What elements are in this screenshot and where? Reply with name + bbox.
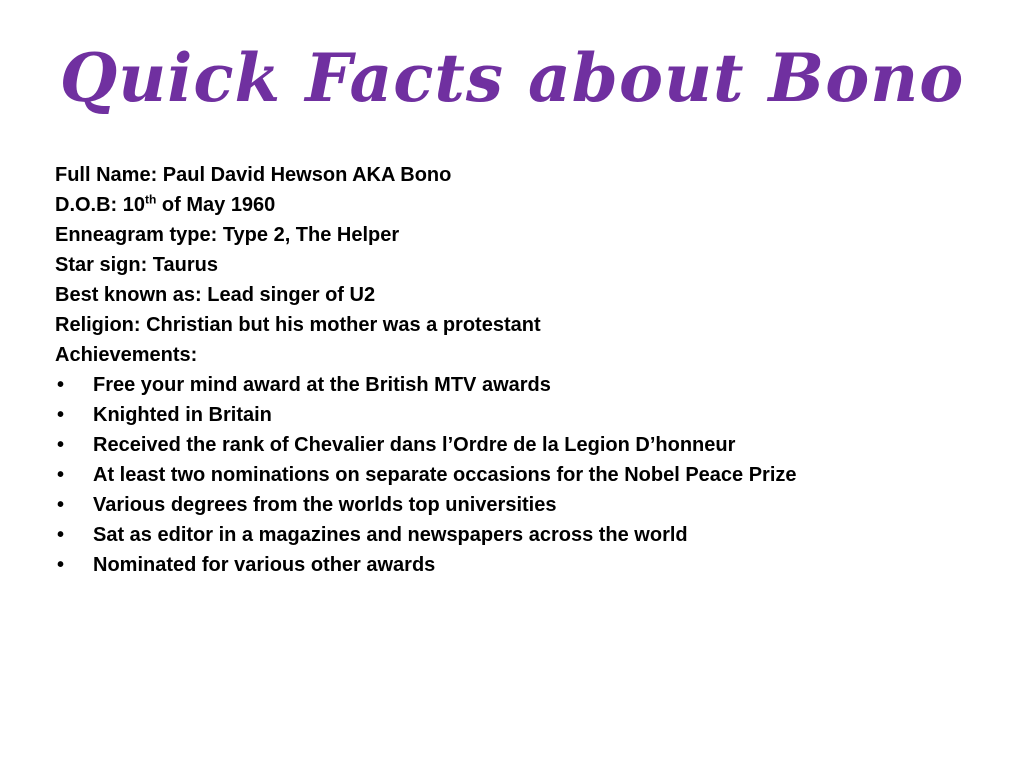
fact-full-name: Full Name: Paul David Hewson AKA Bono — [55, 164, 452, 186]
fact-dob-suffix: of May 1960 — [156, 194, 276, 216]
fact-religion: Religion: Christian but his mother was a protestant — [55, 314, 541, 336]
bullet-icon: • — [57, 554, 65, 576]
achievement-text: Free your mind award at the British MTV awards — [93, 374, 551, 396]
slide-title: Quick Facts about Bono — [59, 39, 965, 117]
achievement-text: At least two nominations on separate occasions for the Nobel Peace Prize — [93, 464, 797, 486]
achievement-item — [55, 460, 995, 490]
fact-dob — [55, 190, 995, 220]
achievement-text: Sat as editor in a magazines and newspapers across the world — [93, 524, 688, 546]
achievements-heading: Achievements: — [55, 344, 198, 366]
fact-star-sign: Star sign: Taurus — [55, 254, 218, 276]
bullet-icon: • — [57, 524, 65, 546]
bullet-icon: • — [57, 404, 65, 426]
achievement-text: Nominated for various other awards — [93, 554, 436, 576]
achievement-item — [55, 430, 995, 460]
bullet-icon: • — [57, 494, 65, 516]
fact-dob-ordinal: th — [145, 192, 157, 207]
fact-best-known: Best known as: Lead singer of U2 — [55, 284, 376, 306]
slide-body — [55, 160, 995, 580]
achievements-list — [55, 370, 995, 580]
bullet-icon: • — [57, 434, 65, 456]
fact-dob-prefix: D.O.B: 10 — [55, 194, 146, 216]
achievement-item — [55, 520, 995, 550]
achievement-item — [55, 550, 995, 580]
bullet-icon: • — [57, 464, 65, 486]
achievement-text: Various degrees from the worlds top universities — [93, 494, 557, 516]
achievement-item — [55, 400, 995, 430]
fact-enneagram: Enneagram type: Type 2, The Helper — [55, 224, 400, 246]
achievement-text: Knighted in Britain — [93, 404, 272, 426]
achievement-text: Received the rank of Chevalier dans l’Ordre de la Legion D’honneur — [93, 434, 736, 456]
achievement-item — [55, 370, 995, 400]
achievement-item — [55, 490, 995, 520]
bullet-icon: • — [57, 374, 65, 396]
